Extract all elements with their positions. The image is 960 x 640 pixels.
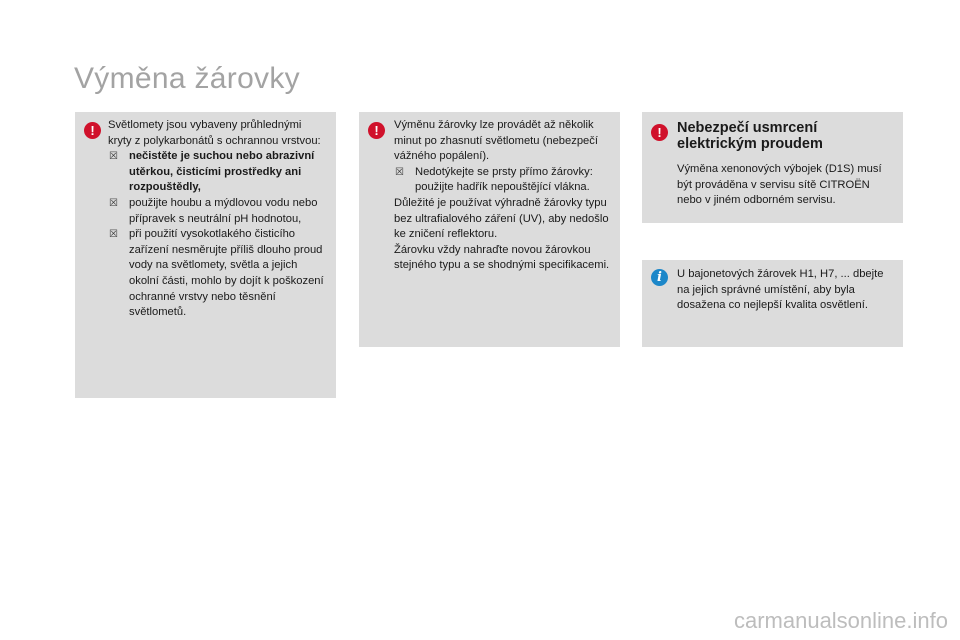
electrocution-text: Výměna xenonových výbojek (D1S) musí být prováděna v servisu sítě CITROËN nebo v jiném odborném servisu. bbox=[677, 163, 882, 207]
electrocution-title: Nebezpečí usmrcení elektrickým proudem bbox=[677, 120, 823, 152]
list-item: ☒ nečistěte je suchou nebo abrazivní utěrkou, čisticími prostředky ani rozpouštědly, bbox=[108, 149, 324, 196]
bayonet-text: U bajonetových žárovek H1, H7, ... dbejte na jejich správné umístění, aby byla dosažena co nejlepší kvalita osvětlení. bbox=[677, 268, 884, 312]
replace-paragraph: Žárovku vždy nahraďte novou žárovkou stejného typu a se shodnými specifikacemi. bbox=[394, 243, 610, 272]
replacement-list bbox=[394, 165, 610, 196]
page-title: Výměna žárovky bbox=[74, 62, 300, 95]
warning-icon: ! bbox=[368, 122, 385, 139]
bulb-replacement-warning-panel bbox=[359, 112, 620, 347]
info-icon: i bbox=[651, 269, 668, 286]
cleaning-list bbox=[108, 149, 324, 321]
cleaning-warning-panel bbox=[75, 112, 336, 398]
list-item: ☒ použijte houbu a mýdlovou vodu nebo přípravek s neutrální pH hodnotou, bbox=[108, 196, 324, 227]
replacement-intro: Výměnu žárovky lze provádět až několik minut po zhasnutí světlometu (nebezpečí vážného popálení). bbox=[394, 119, 598, 163]
warning-icon: ! bbox=[84, 122, 101, 139]
warning-icon: ! bbox=[651, 124, 668, 141]
bayonet-info-panel bbox=[642, 260, 903, 347]
watermark: carmanualsonline.info bbox=[733, 608, 948, 633]
list-item: ☒ Nedotýkejte se prsty přímo žárovky: použijte hadřík nepouštějící vlákna. bbox=[394, 165, 610, 196]
uv-paragraph: Důležité je používat výhradně žárovky typu bez ultrafialového záření (UV), aby nedošlo ke zničení reflektoru. bbox=[394, 196, 609, 241]
electrocution-warning-panel bbox=[642, 112, 903, 223]
cleaning-intro: Světlomety jsou vybaveny průhlednými kryty z polykarbonátů s ochrannou vrstvou: bbox=[108, 119, 321, 147]
list-item: ☒ při použití vysokotlakého čisticího zařízení nesměrujte příliš dlouho proud vody na světlomety, světla a jejich okolní části, mohlo by dojít k poškození ochranné vrstvy nebo těsnění světlometů. bbox=[108, 227, 324, 321]
